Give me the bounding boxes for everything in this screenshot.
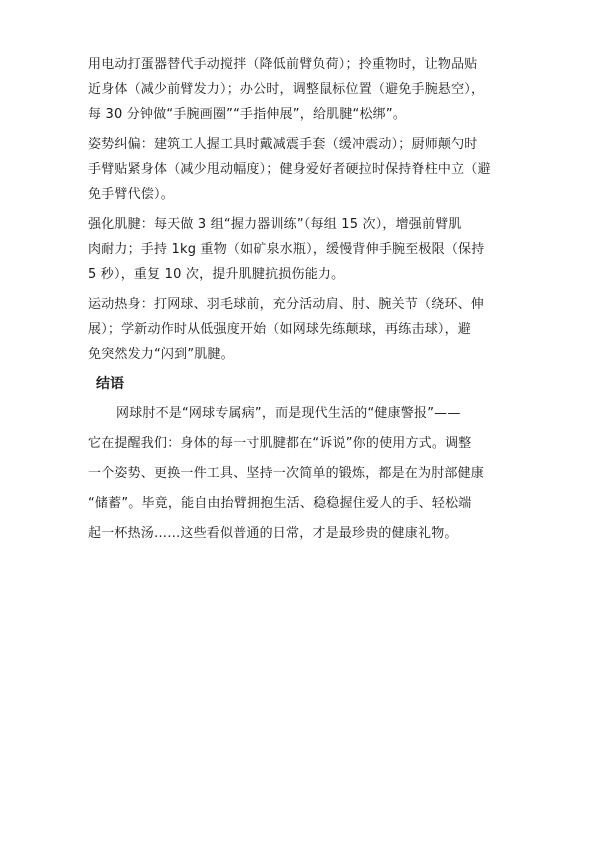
document-body xyxy=(88,52,518,549)
conclusion-heading: 结语 xyxy=(96,376,124,392)
paragraph-line: 展）；学新动作时从低强度开始（如网球先练颠球，再练击球），避 xyxy=(88,322,472,337)
paragraph-line: 网球肘不是“网球专属病”，而是现代生活的“健康警报”—— xyxy=(116,406,461,421)
paragraph-line: 用电动打蛋器替代手动搅拌（降低前臂负荷）；拎重物时，让物品贴 xyxy=(88,57,478,72)
paragraph-line: 免手臂代偿）。 xyxy=(88,187,174,202)
paragraph-line: 它在提醒我们：身体的每一寸肌腱都在“诉说”你的使用方式。调整 xyxy=(88,436,472,451)
paragraph-line: 免突然发力“闪到”肌腱。 xyxy=(88,347,234,362)
tip-paragraph-posture xyxy=(88,132,518,207)
paragraph-line: 起一杯热汤……这些看似普通的日常，才是最珍贵的健康礼物。 xyxy=(88,526,458,541)
paragraph-line: 运动热身：打网球、羽毛球前，充分活动肩、肘、腕关节（绕环、伸 xyxy=(88,297,485,312)
paragraph-line: 一个姿势、更换一件工具、坚持一次简单的锻炼，都是在为肘部健康 xyxy=(88,466,485,481)
paragraph-line: 姿势纠偏：建筑工人握工具时戴减震手套（缓冲震动）；厨师颠勺时 xyxy=(88,137,478,152)
paragraph-line: 5 秒），重复 10 次，提升肌腱抗损伤能力。 xyxy=(88,267,345,282)
paragraph-line: 手臂贴紧身体（减少甩动幅度）；健身爱好者硬拉时保持脊柱中立（避 xyxy=(88,162,491,177)
paragraph-line: 强化肌腱：每天做 3 组“握力器训练”（每组 15 次），增强前臂肌 xyxy=(88,217,462,232)
tip-paragraph-warmup xyxy=(88,292,518,367)
tip-paragraph-strengthen xyxy=(88,212,518,287)
conclusion-paragraph xyxy=(88,399,518,549)
paragraph-line: “储蓄”。毕竟，能自由抬臂拥抱生活、稳稳握住爱人的手、轻松端 xyxy=(88,496,472,511)
paragraph-line: 肉耐力；手持 1kg 重物（如矿泉水瓶），缓慢背伸手腕至极限（保持 xyxy=(88,242,485,257)
paragraph-line: 近身体（减少前臂发力）；办公时，调整鼠标位置（避免手腕悬空）， xyxy=(88,82,485,97)
tip-paragraph-daily-habits xyxy=(88,52,518,127)
paragraph-line: 每 30 分钟做“手腕画圈”“手指伸展”，给肌腱“松绑”。 xyxy=(88,107,407,122)
